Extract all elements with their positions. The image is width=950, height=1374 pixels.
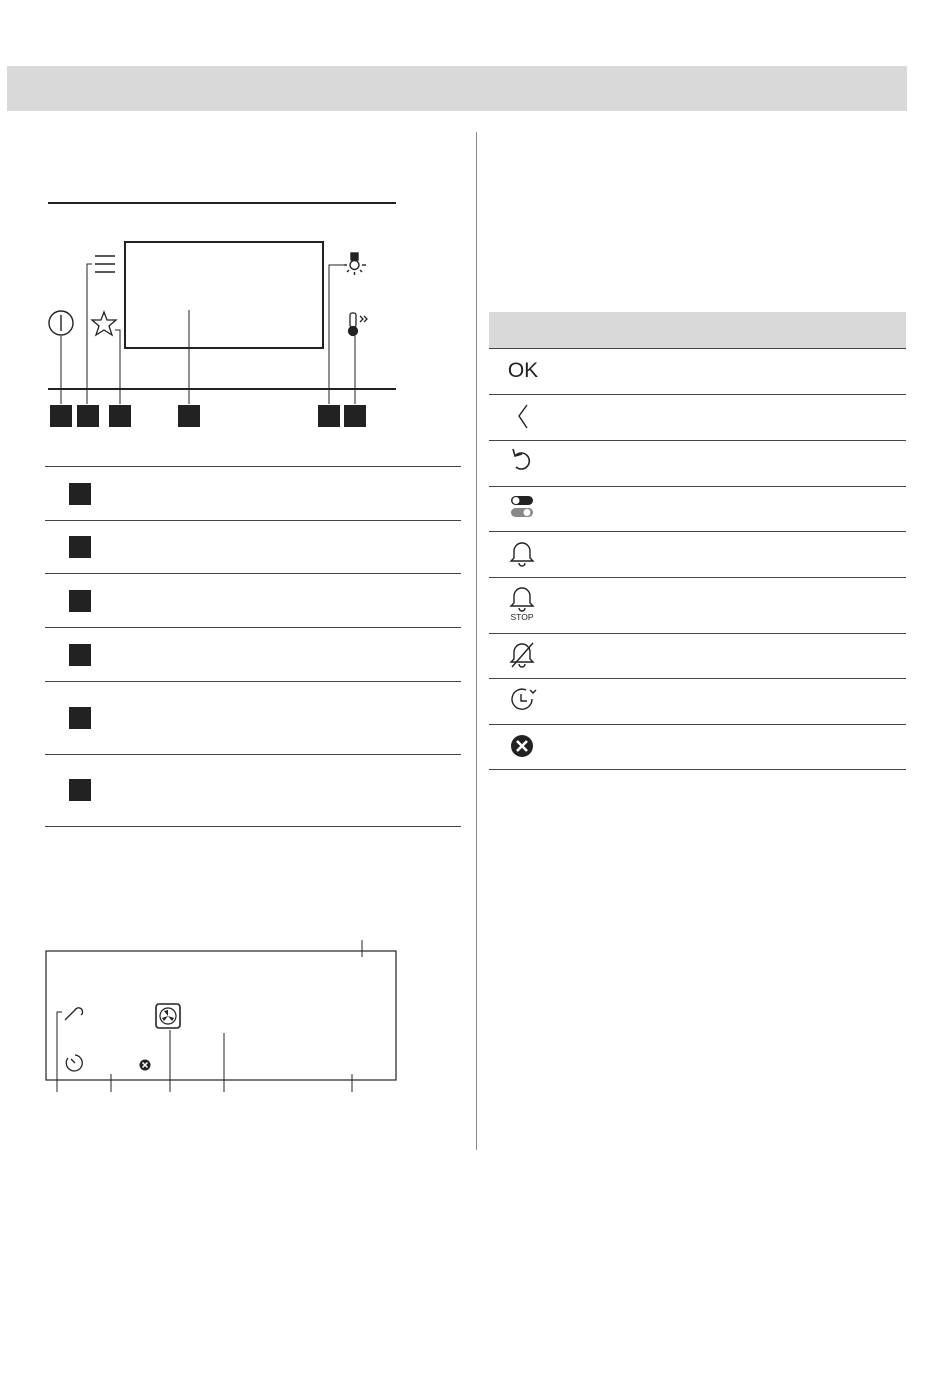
timer-icon — [66, 1055, 82, 1071]
close-small-icon — [140, 1060, 151, 1071]
bell-stop-label: STOP — [510, 612, 534, 622]
display-outline — [46, 951, 396, 1080]
fan-heating-icon — [156, 1004, 180, 1028]
food-probe-icon — [65, 1008, 83, 1020]
ok-label: OK — [507, 359, 539, 382]
